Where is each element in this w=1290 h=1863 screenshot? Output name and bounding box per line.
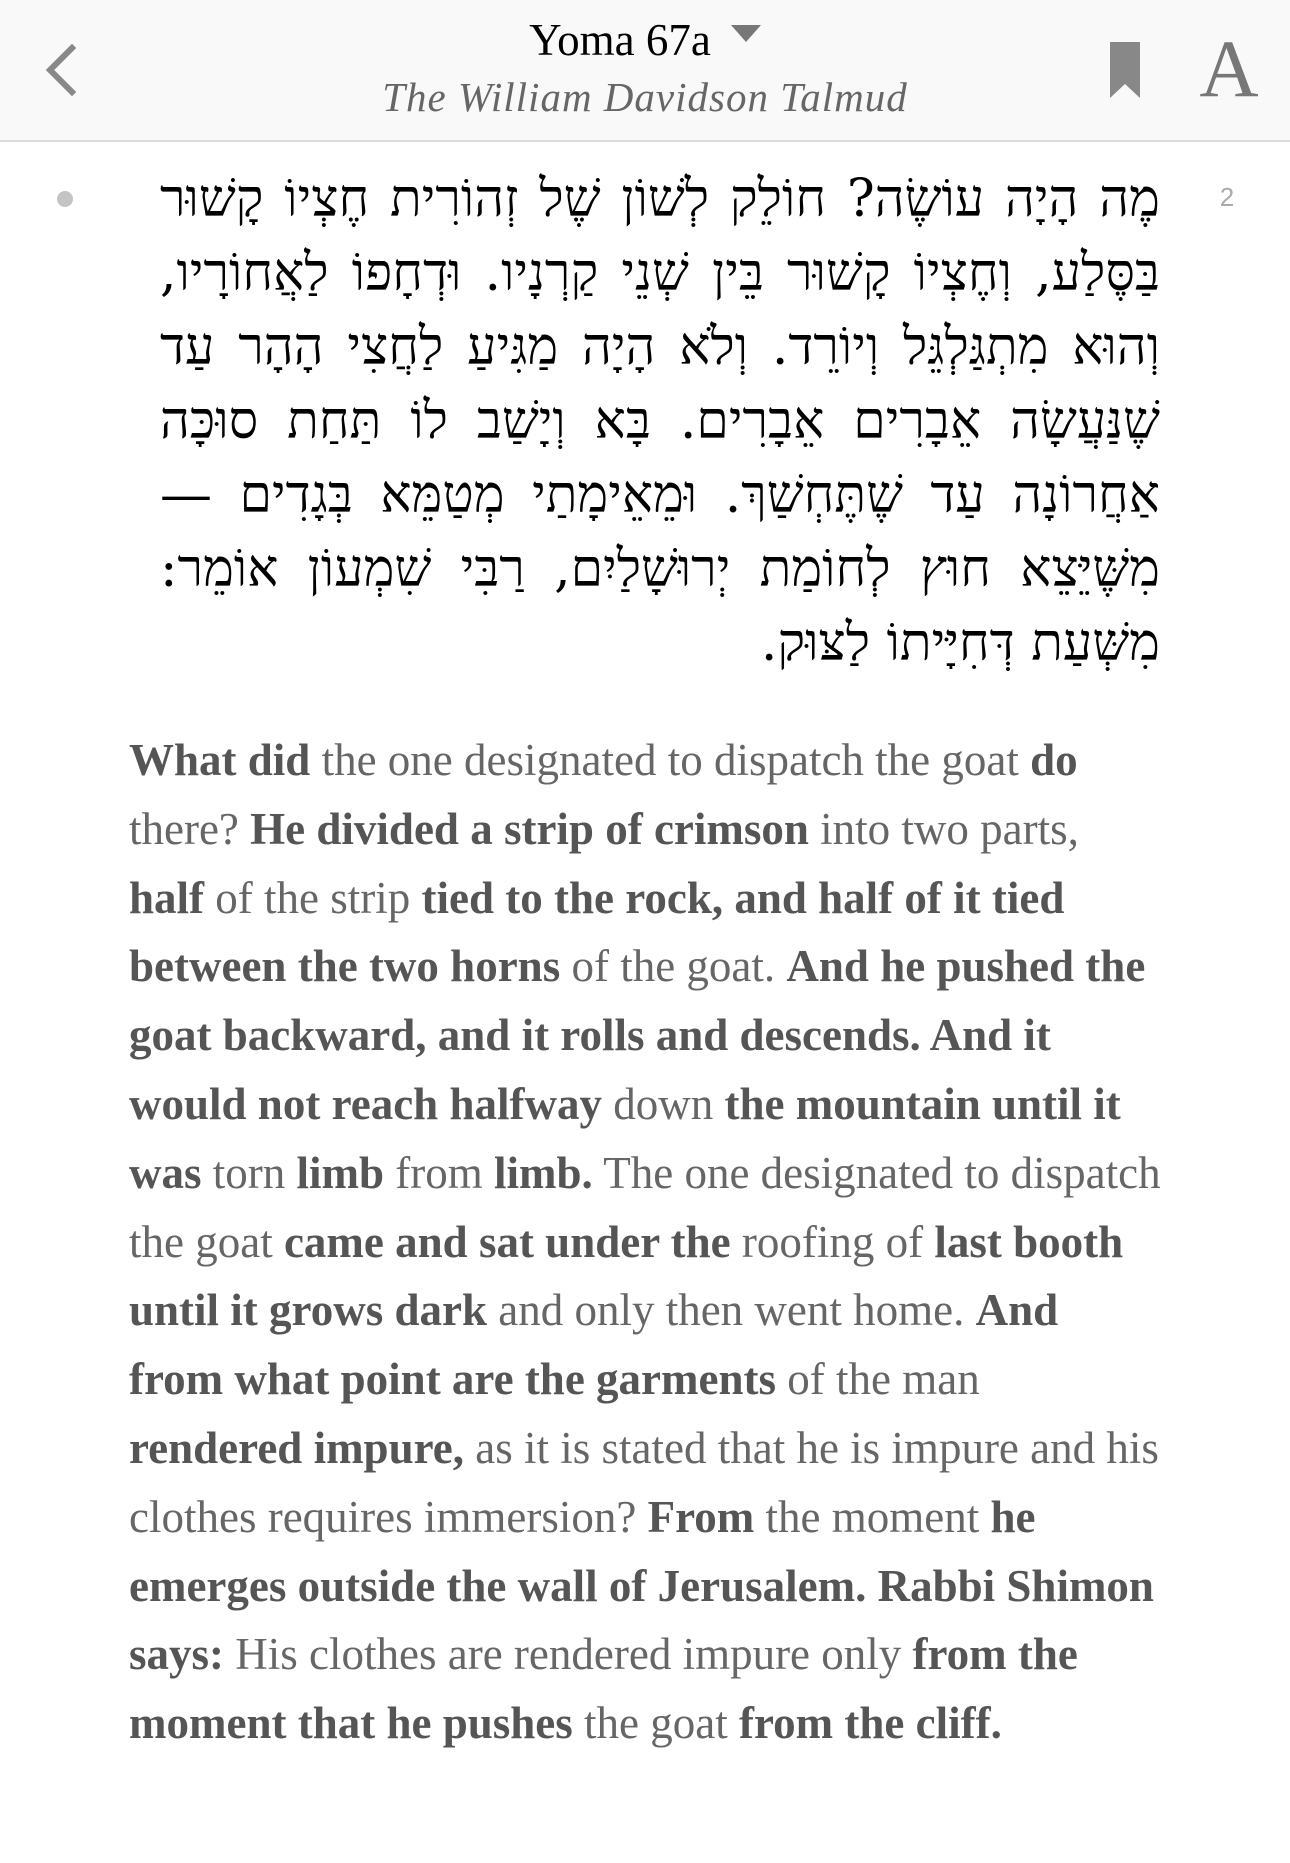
talmud-quote-text: from the moment that he pushes — [129, 1629, 1078, 1749]
commentary-text: from — [384, 1147, 495, 1198]
talmud-quote-text: the mountain until it was — [129, 1078, 1121, 1198]
talmud-quote-text: And he pushed the goat backward, and it rolls and descends. And it would not reach halfway — [129, 941, 1146, 1129]
commentary-text: of the goat. — [560, 941, 787, 992]
commentary-text: the moment — [754, 1491, 991, 1542]
font-size-button[interactable]: A — [1199, 23, 1259, 114]
talmud-quote-text: from the cliff. — [739, 1698, 1002, 1749]
talmud-quote-text: do — [1030, 735, 1078, 785]
commentary-text: His clothes are rendered impure only — [224, 1629, 913, 1680]
talmud-quote-text: he emerges outside the wall of Jerusalem. Rabbi Shimon says: — [129, 1491, 1154, 1680]
commentary-text: of the man — [776, 1354, 980, 1405]
commentary-text: of the strip — [204, 872, 422, 923]
talmud-quote-text: came and sat under the — [283, 1216, 731, 1267]
english-translation — [129, 726, 1161, 1758]
text-segment[interactable] — [0, 142, 1290, 1863]
segment-number: 2 — [1219, 182, 1235, 212]
commentary-text: as it is stated that he is impure and his clothes requires immersion? — [129, 1422, 1159, 1542]
segment-marker-dot — [57, 191, 73, 207]
commentary-text: roofing of — [730, 1216, 935, 1267]
talmud-quote-text: limb — [296, 1147, 385, 1198]
commentary-text: and only then went home. — [486, 1285, 976, 1336]
commentary-text: the one designated to dispatch the goat — [310, 735, 1031, 785]
talmud-quote-text: limb. — [494, 1147, 593, 1198]
commentary-text: The one designated to dispatch the goat — [129, 1147, 1161, 1267]
hebrew-text: מֶה הָיָה עוֹשֶׂה? חוֹלֵק לְשׁוֹן שֶׁל זְהוֹרִית חֶצְיוֹ קָשׁוּר בַּסֶּלַע, וְחֶצְיוֹ קָשׁוּר בֵּין שְׁנֵי קַרְנָיו. וּדְחָפוֹ לַאֲחוֹרָיו, וְהוּא מִתְגַּלְגֵּל וְיוֹרֵד. וְלֹא הָיָה מַגִּיעַ לַחֲצִי הָהָר עַד שֶׁנַּעֲשָׂה אֵבָרִים אֵבָרִים. בָּא וְיָשַׁב לוֹ תַּחַת סוּכָּה אַחֲרוֹנָה עַד שֶׁתֶּחְשַׁךְ. וּמֵאֵימָתַי מְטַמֵּא בְּגָדִים — מִשֶּׁיֵּצֵא חוּץ לְחוֹמַת יְרוּשָׁלַיִם, רַבִּי שִׁמְעוֹן אוֹמֵר: מִשְּׁעַת דְּחִיָּיתוֹ לַצּוּק. — [160, 169, 1160, 673]
commentary-text: down — [601, 1078, 725, 1129]
top-nav-bar — [0, 0, 1290, 142]
talmud-quote-text: rendered impure, — [129, 1422, 464, 1473]
talmud-quote-text: last booth until it grows dark — [129, 1216, 1124, 1336]
talmud-quote-text: What did — [129, 735, 311, 785]
commentary-text: torn — [201, 1147, 297, 1198]
bookmark-icon — [1108, 40, 1142, 100]
talmud-quote-text: half — [129, 872, 205, 923]
talmud-quote-text: And from what point are the garments — [129, 1285, 1059, 1405]
bookmark-button[interactable] — [1108, 40, 1142, 100]
commentary-text: the goat — [572, 1698, 739, 1749]
page-title[interactable]: Yoma 67a — [529, 15, 711, 65]
commentary-text: there? — [129, 803, 251, 854]
talmud-quote-text: From — [647, 1491, 755, 1542]
page-subtitle: The William Davidson Talmud — [382, 74, 908, 120]
commentary-text: into two parts, — [808, 803, 1079, 854]
title-area — [0, 12, 1290, 122]
talmud-quote-text: He divided a strip of crimson — [250, 803, 809, 854]
caret-down-icon[interactable] — [731, 25, 761, 42]
section-selector[interactable] — [529, 12, 761, 68]
talmud-quote-text: tied to the rock, and half of it tied between the two horns — [129, 872, 1065, 992]
